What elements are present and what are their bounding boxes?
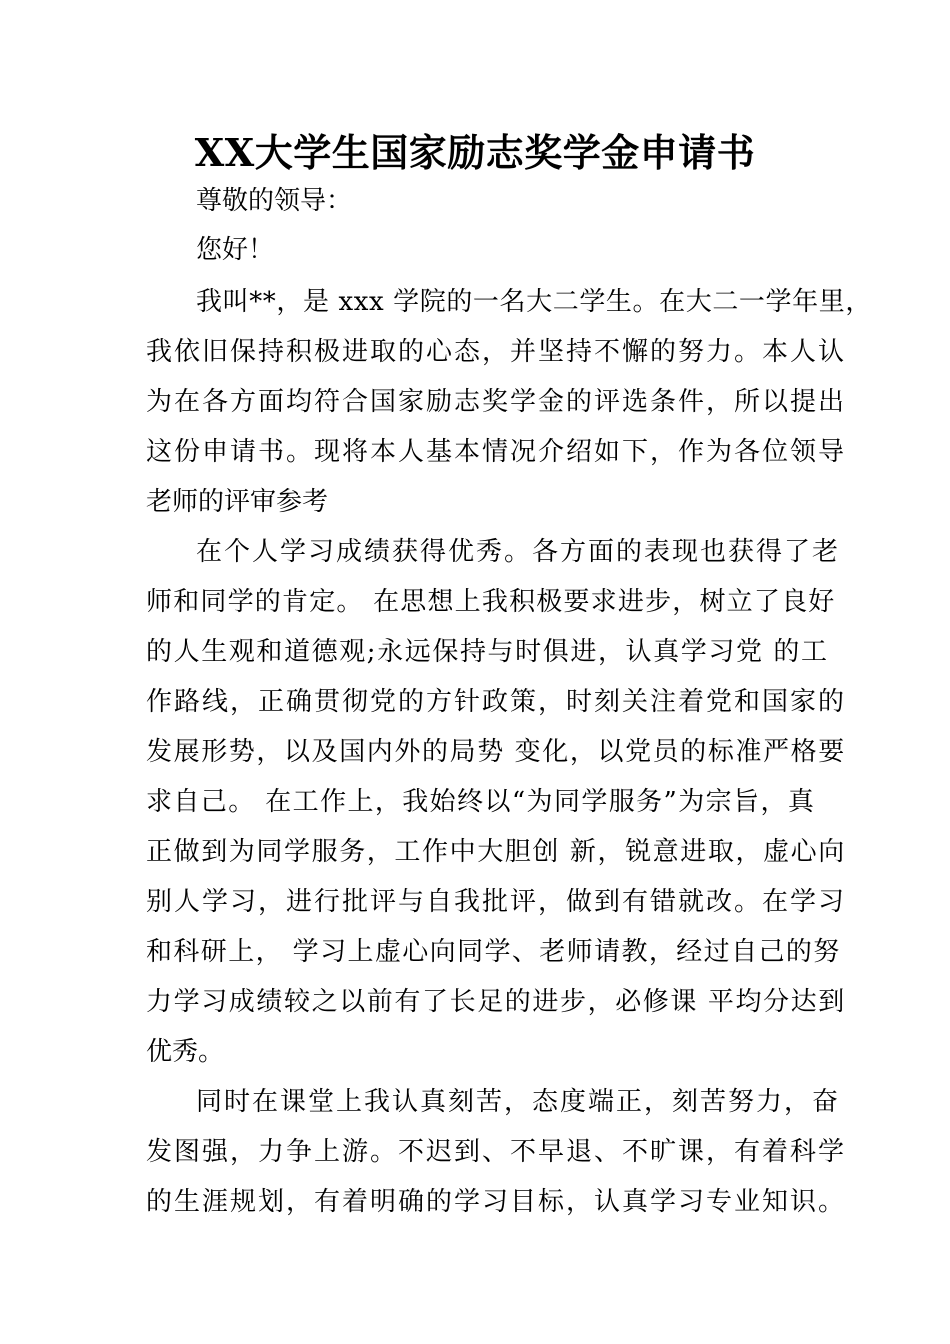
body-line: 正做到为同学服务，工作中大胆创 新，锐意进取，虚心向 [146,837,846,867]
body-line: 求自己。 在工作上，我始终以“为同学服务”为宗旨，真 [146,787,816,817]
document-title: XX大学生国家励志奖学金申请书 [194,130,756,175]
body-line: 的生涯规划，有着明确的学习目标，认真学习专业知识。 [146,1187,847,1217]
body-line: 老师的评审参考 [146,487,329,517]
body-line: 优秀。 [146,1037,225,1067]
body-line: 我叫**，是 xxx 学院的一名大二学生。在大二一学年里， [196,287,872,317]
body-line: 发图强，力争上游。不迟到、不早退、不旷课，有着科学 [146,1137,847,1167]
body-line: 力学习成绩较之以前有了长足的进步，必修课 平均分达到 [146,987,846,1017]
body-line: 为在各方面均符合国家励志奖学金的评选条件，所以提出 [146,387,847,417]
body-line: 发展形势，以及国内外的局势 变化，以党员的标准严格要 [146,737,846,767]
body-line: 师和同学的肯定。 在思想上我积极要求进步，树立了良好 [146,587,836,617]
body-line: 别人学习，进行批评与自我批评，做到有错就改。在学习 [146,887,847,917]
body-line: 这份申请书。现将本人基本情况介绍如下，作为各位领导 [146,437,847,467]
body-line: 同时在课堂上我认真刻苦，态度端正，刻苦努力，奋 [196,1087,841,1117]
body-line: 的人生观和道德观;永远保持与时俱进，认真学习党 的工 [146,637,829,667]
body-line: 作路线，正确贯彻党的方针政策，时刻关注着党和国家的 [146,687,847,717]
body-line: 和科研上， 学习上虚心向同学、老师请教，经过自己的努 [146,937,841,967]
body-line: 在个人学习成绩获得优秀。各方面的表现也获得了老 [196,537,841,567]
greeting-line: 您好！ [196,235,275,265]
salutation-line: 尊敬的领导： [196,186,353,216]
body-line: 我依旧保持积极进取的心态，并坚持不懈的努力。本人认 [146,337,847,367]
